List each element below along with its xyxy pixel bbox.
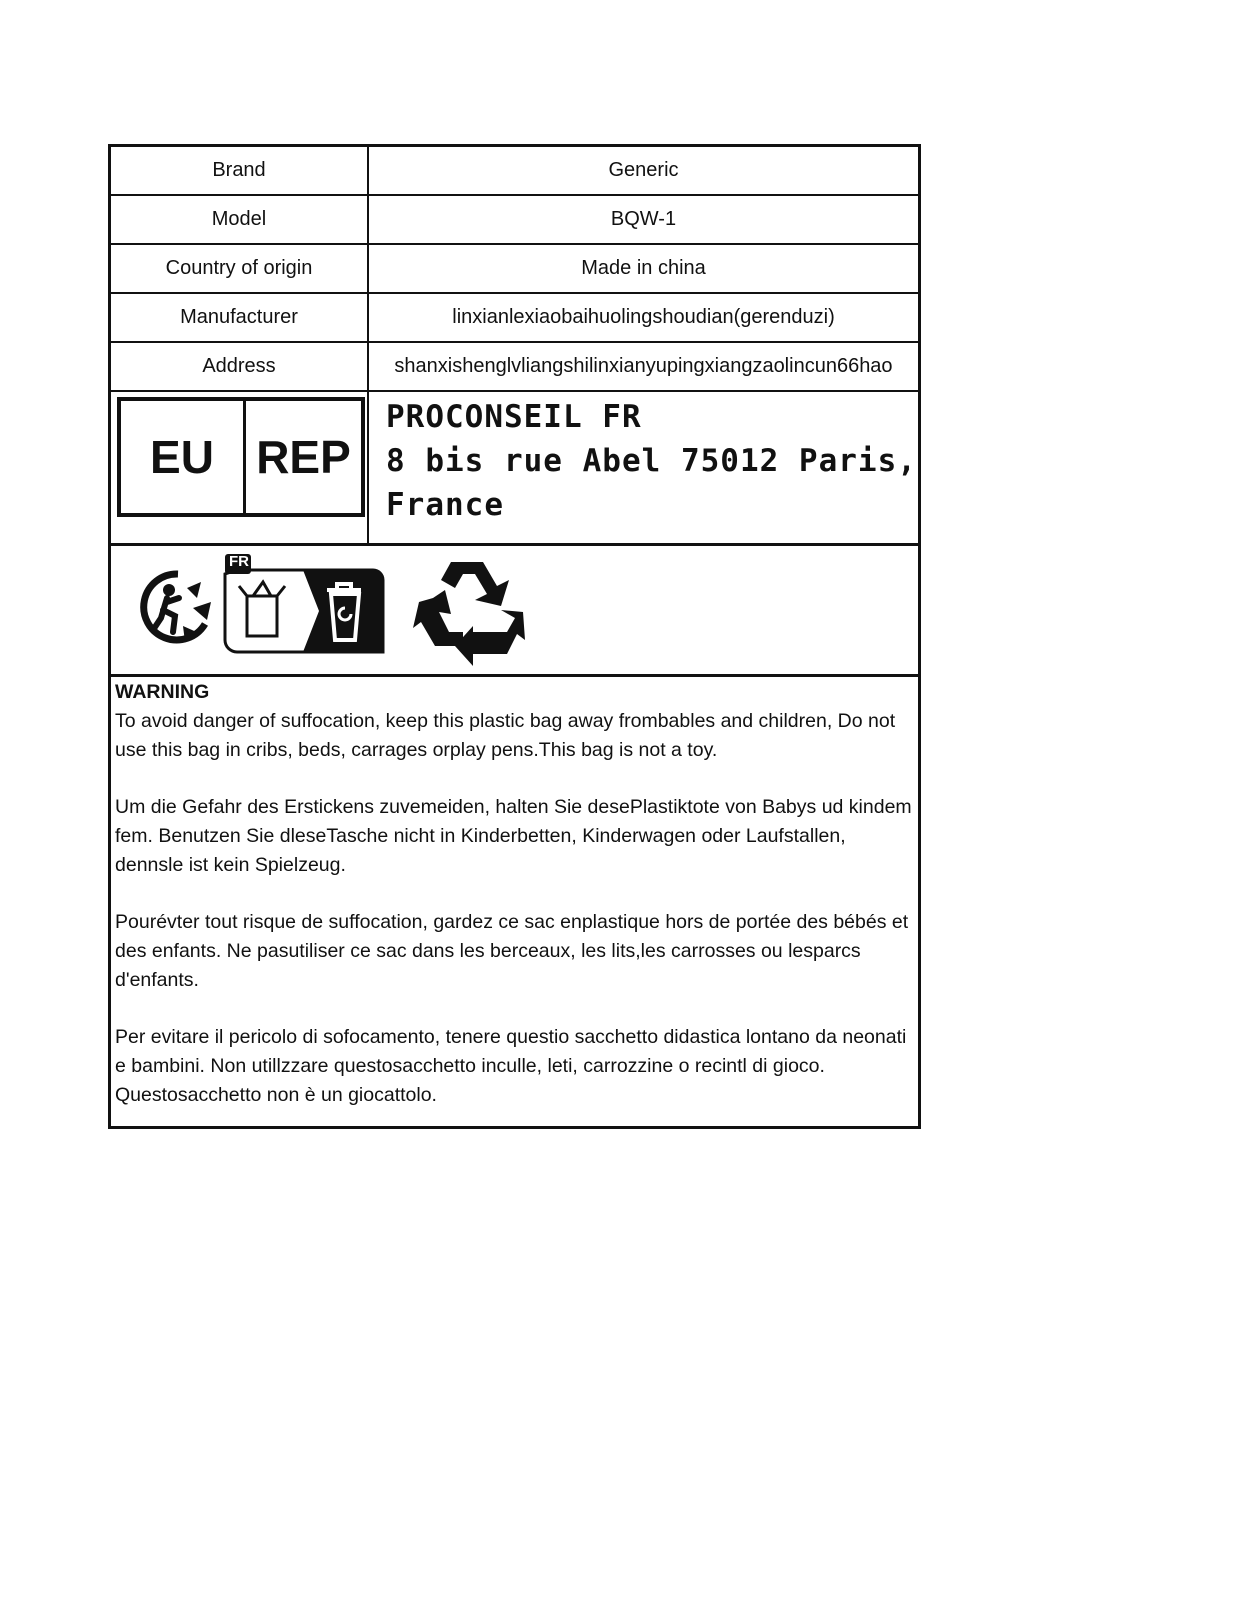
recycling-symbols (111, 546, 918, 677)
rep-label: REP (256, 431, 351, 483)
country-label: Country of origin (111, 244, 368, 293)
info-row-model (111, 195, 918, 244)
recycle-icon (411, 554, 525, 668)
eu-rep-section (111, 385, 918, 546)
address-value: shanxishenglvliangshilinxianyupingxiangzaolincun66hao (368, 342, 918, 391)
info-row-country (111, 244, 918, 293)
eu-rep-address-line: PROCONSEIL FR (386, 399, 642, 435)
eu-label: EU (121, 401, 246, 513)
eu-rep-address-line: 8 bis rue Abel 75012 Paris, (386, 443, 917, 479)
manufacturer-value: linxianlexiaobaihuolingshoudian(gerenduzi) (368, 293, 918, 342)
info-row-manufacturer (111, 293, 918, 342)
brand-value: Generic (368, 147, 918, 195)
fr-badge: FR (229, 553, 249, 570)
model-label: Model (111, 195, 368, 244)
product-label (108, 144, 921, 1129)
info-row-brand (111, 147, 918, 195)
warning-title: WARNING (115, 681, 210, 703)
warning-section (115, 678, 919, 1138)
manufacturer-label: Manufacturer (111, 293, 368, 342)
country-value: Made in china (368, 244, 918, 293)
warning-paragraph-fr: Pourévter tout risque de suffocation, gardez ce sac enplastique hors de portée des bébés et des enfants. Ne pasutiliser ce sac dans les berceaux, les lits,les carrosses ou lesparcs d'enfants. (115, 911, 909, 991)
model-value: BQW-1 (368, 195, 918, 244)
eu-rep-address (386, 395, 917, 527)
warning-paragraph-de: Um die Gefahr des Erstickens zuvemeiden, halten Sie desePlastiktote von Babys ud kindem fem. Benutzen Sie dleseTasche nicht in Kinderbetten, Kinderwagen oder Laufstallen, dennsle ist kein Spielzeug. (115, 796, 912, 876)
eu-rep-address-line: France (386, 487, 504, 523)
info-row-address (111, 342, 918, 391)
product-info-table (111, 147, 918, 392)
eu-rep-cell (111, 385, 369, 543)
eu-rep-symbol (117, 397, 365, 517)
warning-paragraph-it: Per evitare il pericolo di sofocamento, tenere questio sacchetto didastica lontano da neonati e bambini. Non utillzzare questosacchetto inculle, leti, carrozzine o recintl di gioco. Questosacchetto non è un giocattolo. (115, 1026, 907, 1106)
warning-paragraph-en: To avoid danger of suffocation, keep this plastic bag away frombables and children, Do not use this bag in cribs, beds, carrages orplay pens.This bag is not a toy. (115, 710, 896, 761)
triman-icon (139, 568, 217, 646)
brand-label: Brand (111, 147, 368, 195)
address-label: Address (111, 342, 368, 391)
